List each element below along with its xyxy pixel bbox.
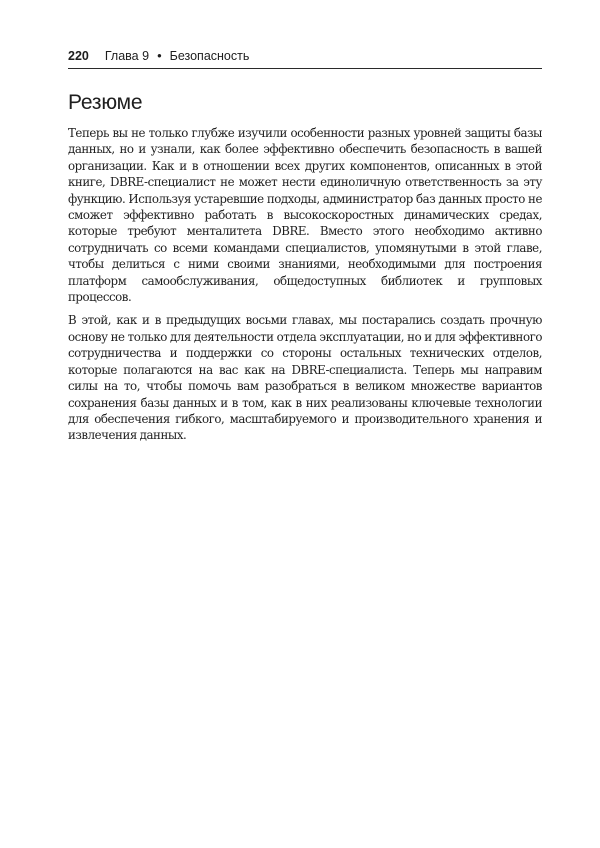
paragraph: В этой, как и в предыдущих восьми главах, мы постарались создать прочную основу не только для деятельности отдела эксплуатации, но и для эффективного сотрудничества и поддержки со стороны остальных технических отделов, которые полагаются на вас как на DBRE-специалиста. Теперь мы направим силы на то, чтобы помочь вам разобраться в великом множестве вариантов сохранения базы данных и в том, как в них реализованы ключевые технологии для обеспечения гибкого, масштабируемого и производительного хранения и извлечения данных. <box>68 313 542 443</box>
bullet-separator: • <box>157 48 162 63</box>
page-number: 220 <box>68 49 89 63</box>
body-text <box>68 125 542 451</box>
section-label: Безопасность <box>169 49 250 63</box>
paragraph: Теперь вы не только глубже изучили особенности разных уровней защиты базы данных, но и узнали, как более эффективно обеспечить безопасность в вашей организации. Как и в отношении всех других компонентов, описанных в этой книге, DBRE-специалист не может нести единоличную ответственность за эту функцию. Используя устаревшие подходы, администратор баз данных просто не сможет эффективно работать в высокоскоростных динамических средах, которые требуют менталитета DBRE. Вместо этого необходимо активно сотрудничать со всеми командами специалистов, упомянутыми в этой главе, чтобы делиться с ними своими знаниями, необходимыми для построения платформ самообслуживания, общедоступных библиотек и групповых процессов. <box>68 126 542 305</box>
running-header <box>68 46 542 69</box>
section-title: Резюме <box>68 91 143 114</box>
chapter-label: Глава 9 <box>104 49 150 63</box>
